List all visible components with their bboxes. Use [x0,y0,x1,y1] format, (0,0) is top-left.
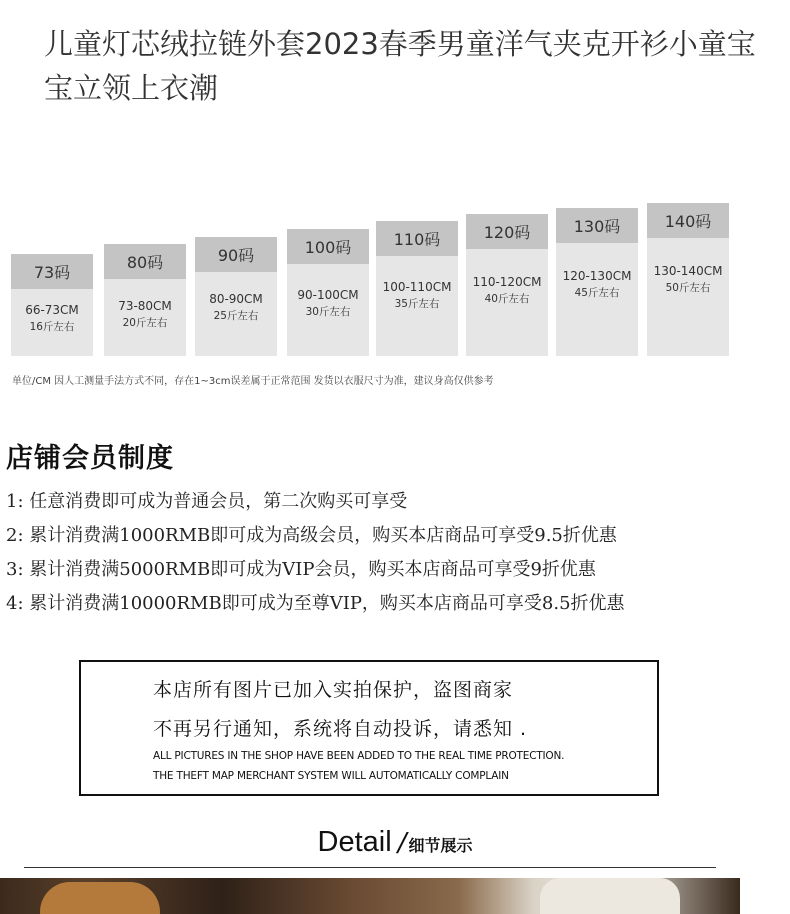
detail-title-en: Detail [317,826,392,858]
detail-heading [0,826,790,859]
size-note: 单位/CM 因人工测量手法方式不同，存在1~3cm误差属于正常范围 发货以衣服尺寸为准，建议身高仅供参考 [12,376,494,387]
size-column [466,214,548,356]
size-column [647,203,729,356]
size-height-range: 66-73CM [25,303,79,317]
size-height-range: 120-130CM [562,269,632,283]
notice-cn-line: 本店所有图片已加入实拍保护，盗图商家 [153,679,514,701]
size-weight: 50斤左右 [665,282,711,294]
size-label: 90码 [195,237,277,272]
size-weight: 20斤左右 [122,317,168,329]
size-height-range: 80-90CM [209,292,263,306]
detail-divider [24,867,716,868]
size-weight: 30斤左右 [305,306,351,318]
size-label: 120码 [466,214,548,249]
detail-title-cn: 细节展示 [408,836,473,855]
product-title: 儿童灯芯绒拉链外套2023春季男童洋气夹克开衫小童宝宝立领上衣潮 [44,27,756,105]
membership-rules [6,485,786,621]
photo-cloth-shape [540,878,680,914]
size-label: 110码 [376,221,458,256]
size-weight: 16斤左右 [29,321,75,333]
size-label: 130码 [556,208,638,243]
notice-en-line: THE THEFT MAP MERCHANT SYSTEM WILL AUTOMATICALLY COMPLAIN [153,770,509,782]
size-label: 80码 [104,244,186,279]
size-height-range: 110-120CM [472,275,542,289]
size-weight: 45斤左右 [574,287,620,299]
detail-slash: / [397,828,407,858]
size-label: 100码 [287,229,369,264]
notice-en-line: ALL PICTURES IN THE SHOP HAVE BEEN ADDED TO THE REAL TIME PROTECTION. [153,750,565,762]
notice-cn-line: 不再另行通知，系统将自动投诉，请悉知 . [153,718,528,740]
photo-bread-shape [40,882,160,914]
size-column [376,221,458,356]
size-column [287,229,369,356]
membership-rule: 2: 累计消费满1000RMB即可成为高级会员，购买本店商品可享受9.5折优惠 [6,525,617,546]
size-column [195,237,277,356]
size-height-range: 90-100CM [297,288,359,302]
size-height-range: 130-140CM [653,264,723,278]
size-chart [0,0,790,400]
size-column [11,254,93,356]
membership-title: 店铺会员制度 [6,443,174,474]
size-weight: 40斤左右 [484,293,530,305]
size-height-range: 100-110CM [382,280,452,294]
detail-photo [0,878,740,914]
copyright-notice [79,660,659,796]
size-weight: 35斤左右 [394,298,440,310]
membership-rule: 3: 累计消费满5000RMB即可成为VIP会员，购买本店商品可享受9折优惠 [6,559,596,580]
membership-rule: 4: 累计消费满10000RMB即可成为至尊VIP，购买本店商品可享受8.5折优惠 [6,593,625,614]
size-column [104,244,186,356]
size-label: 140码 [647,203,729,238]
membership-rule: 1: 任意消费即可成为普通会员，第二次购买可享受 [6,491,408,512]
size-column [556,208,638,356]
size-label: 73码 [11,254,93,289]
size-weight: 25斤左右 [213,310,259,322]
size-height-range: 73-80CM [118,299,172,313]
